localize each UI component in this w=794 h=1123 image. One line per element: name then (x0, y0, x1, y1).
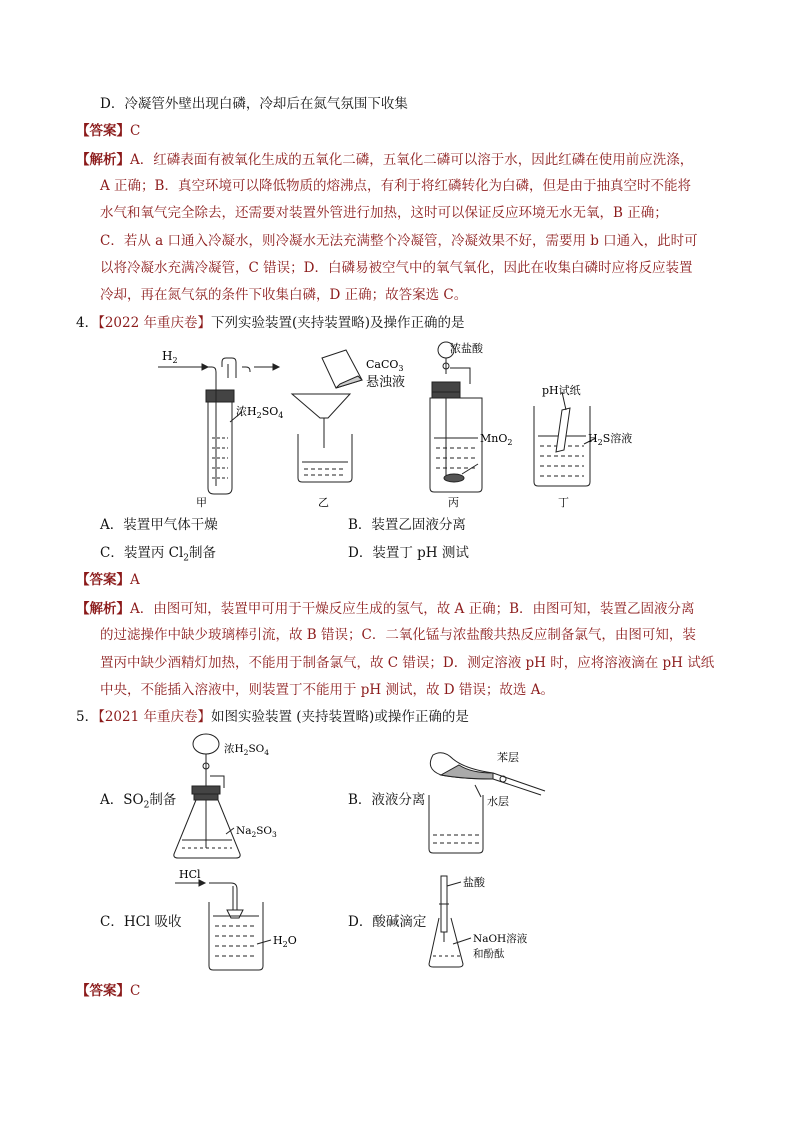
q3-analysis-line-1 (76, 150, 693, 170)
q4-stem-line (76, 313, 465, 333)
q5-option-d: D．酸碱滴定 (348, 914, 427, 930)
yi-reagent1: CaCO$_3$ (366, 358, 404, 373)
q5-b-lower-label: 水层 (487, 795, 509, 808)
q5-d-top-label: 盐酸 (463, 876, 485, 889)
q5-answer: C (130, 983, 141, 999)
bing-caption: 丙 (448, 496, 459, 509)
q3-answer-line (76, 121, 140, 141)
q5-stem: 如图实验装置 (夹持装置略)或操作正确的是 (211, 709, 469, 725)
q5-option-b: B．液液分离 (348, 792, 426, 808)
apparatus-yi (292, 350, 362, 482)
q4-answer-line (76, 570, 140, 590)
q4-option-c: C．装置丙 $Cl_2$制备 (100, 545, 217, 564)
q3-option-d: D．冷凝管外壁出现白磷，冷却后在氮气氛围下收集 (100, 96, 408, 112)
apparatus-bing (430, 342, 482, 492)
q5-a-solid-label: $Na_2SO_3$ (236, 825, 277, 839)
q5-c-liquid-label: $H_2O$ (273, 934, 297, 949)
yi-caption: 乙 (318, 496, 329, 509)
q4-option-d: D．装置丁 pH 测试 (348, 545, 469, 561)
q4-answer: A (130, 572, 140, 588)
q5-a-top-label: 浓$H_2SO_4$ (224, 743, 270, 757)
q3-analysis-line-3: 水气和氧气完全除去，还需要对装置外管进行加热，这时可以保证反应环境无水无氧，B 正确； (100, 205, 668, 221)
q4-analysis-tag: 【解析】 (76, 601, 130, 617)
q4-analysis-line-1 (76, 599, 695, 619)
q4-number: 4． (76, 315, 99, 331)
q3-analysis-line-4: C．若从 a 口通入冷凝水，则冷凝水无法充满整个冷凝管，冷凝效果不好，需要用 b 口通入，此时可 (100, 233, 698, 249)
q4-option-b: B．装置乙固液分离 (348, 517, 466, 533)
ding-solution-label: $H_2S$溶液 (588, 432, 633, 447)
q4-option-a: A．装置甲气体干燥 (100, 517, 218, 533)
q4-answer-tag: 【答案】 (76, 572, 130, 588)
q5-answer-line (76, 981, 140, 1001)
q5-stem-line (76, 707, 469, 727)
q5-figure-c (175, 870, 315, 975)
q3-analysis-tag: 【解析】 (76, 152, 130, 168)
jia-reagent-label: 浓$H_2SO_4$ (236, 405, 284, 420)
q4-stem: 下列实验装置(夹持装置略)及操作正确的是 (211, 315, 465, 331)
q5-d-flask-label-1: NaOH溶液 (473, 933, 528, 945)
bing-top-label: 浓盐酸 (450, 342, 483, 355)
q5-b-upper-label: 苯层 (497, 751, 519, 764)
q3-analysis-text: A．红磷表面有被氧化生成的五氧化二磷，五氧化二磷可以溶于水，因此红磷在使用前应洗涤， (130, 152, 694, 168)
yi-reagent2: 悬浊液 (366, 375, 406, 390)
q4-analysis-line-3: 置丙中缺少酒精灯加热，不能用于制备氯气，故 C 错误；D．测定溶液 pH 时，应将溶液滴在 pH 试纸 (100, 655, 715, 671)
q5-source: 【2021 年重庆卷】 (98, 709, 211, 725)
q4-source: 【2022 年重庆卷】 (98, 315, 211, 331)
q5-d-flask-label-2: 和酚酞 (473, 948, 505, 960)
bing-solid-label: MnO$_2$ (480, 432, 513, 447)
jia-caption: 甲 (196, 496, 207, 509)
q4-analysis-text: A．由图可知，装置甲可用于干燥反应生成的氢气，故 A 正确；B．由图可知，装置乙固液分离 (130, 601, 695, 617)
q5-figure-d (425, 872, 555, 972)
apparatus-jia (158, 358, 279, 494)
q5-option-a: A．$SO_2$制备 (100, 792, 177, 811)
q3-answer: C (130, 123, 141, 139)
q3-answer-tag: 【答案】 (76, 123, 130, 139)
apparatus-ding (534, 392, 596, 486)
q5-option-c: C．HCl 吸收 (100, 914, 182, 930)
q4-analysis-line-4: 中央，不能插入溶液中，则装置丁不能用于 pH 测试，故 D 错误；故选 A。 (100, 682, 554, 698)
q3-analysis-line-5: 以将冷凝水充满冷凝管，C 错误；D．白磷易被空气中的氧气氧化，因此在收集白磷时应将反应装置 (100, 260, 693, 276)
q5-figure-a (170, 730, 290, 865)
jia-gas-label: $H_2$ (162, 349, 178, 365)
q5-c-gas-label: HCl (179, 868, 201, 881)
q3-analysis-line-6: 冷却，再在氮气氛的条件下收集白磷，D 正确；故答案选 C。 (100, 287, 468, 303)
q4-figure (150, 338, 633, 509)
ding-caption: 丁 (558, 496, 569, 509)
q3-analysis-line-2: A 正确；B．真空环境可以降低物质的熔沸点，有利于将红磷转化为白磷，但是由于抽真空时不能将 (100, 178, 691, 194)
ding-paper-label: pH试纸 (542, 384, 581, 397)
q5-answer-tag: 【答案】 (76, 983, 130, 999)
q5-number: 5． (76, 709, 99, 725)
q4-analysis-line-2: 的过滤操作中缺少玻璃棒引流，故 B 错误；C．二氧化锰与浓盐酸共热反应制备氯气，由图可知，装 (100, 627, 696, 643)
q5-figure-b (415, 745, 555, 865)
